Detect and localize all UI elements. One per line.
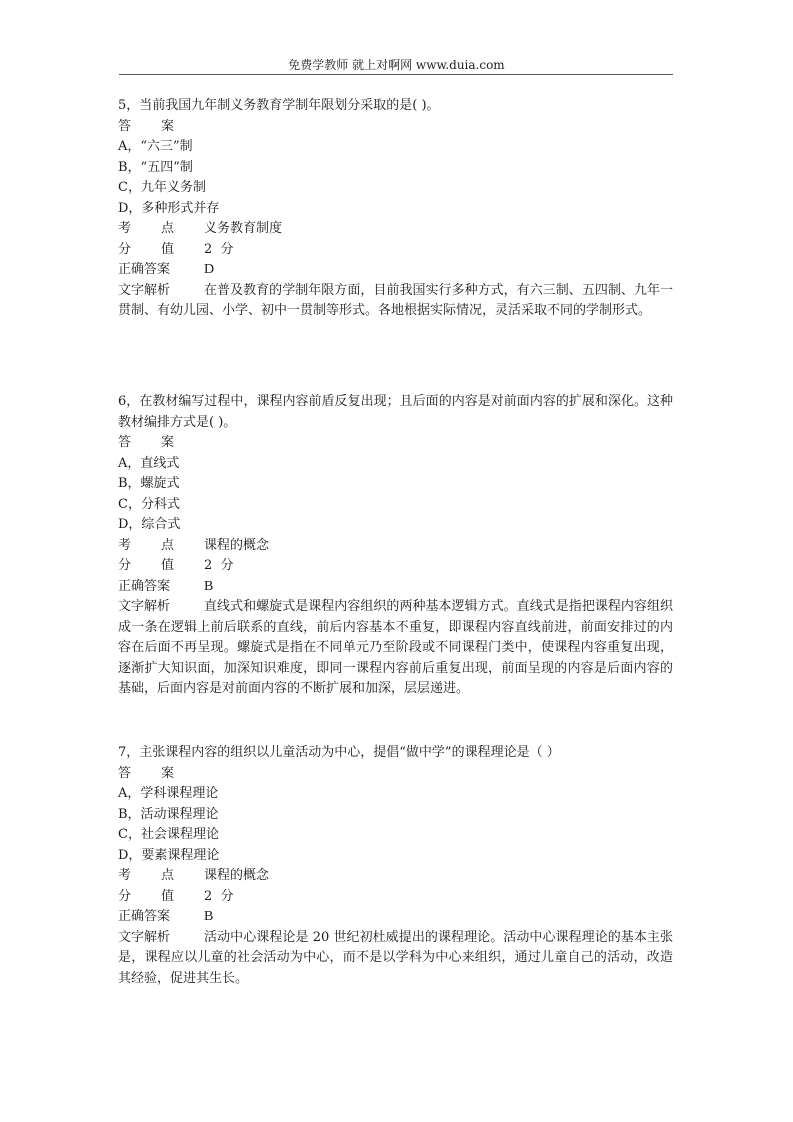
option-d: D，综合式 <box>118 517 181 532</box>
exam-point-row <box>118 536 673 557</box>
score-label: 分 值 <box>118 558 175 573</box>
analysis-label: 文字解析 <box>118 929 171 945</box>
answer-heading: 答 案 <box>118 118 175 134</box>
exam-point-value: 义务教育制度 <box>204 221 283 236</box>
question-6 <box>118 392 673 700</box>
option-d: D，多种形式并存 <box>118 200 220 216</box>
option-c: C，分科式 <box>118 496 180 512</box>
score-row <box>118 240 673 261</box>
exam-point-label: 考 点 <box>118 537 175 553</box>
option-b: B，“五四”制 <box>118 159 193 175</box>
question-stem: 5，当前我国九年制义务教育学制年限划分采取的是( )。 <box>118 98 440 113</box>
correct-answer-label: 正确答案 <box>118 578 171 594</box>
correct-answer-value: B <box>204 909 214 924</box>
option-c: C，九年义务制 <box>118 180 206 195</box>
header-divider <box>119 74 673 75</box>
analysis-text: 直线式和螺旋式是课程内容组织的两种基本逻辑方式。直线式是指把课程内容组织成一条在逻辑上前后联系的直线，前后内容基本不重复，即课程内容直线前进，前面安排过的内容在后面不再呈现。螺旋式是指在不同单元乃至阶段或不同课程门类中，使课程内容重复出现，逐渐扩大知识面，加深知识难度，即同一课程内容前后重复出现，前面呈现的内容是后面内容的基础，后面内容是对前面内容的不断扩展和加深，层层递进。 <box>118 599 673 696</box>
page-header: 免费学教师 就上对啊网 www.duia.com <box>288 58 505 72</box>
score-label: 分 值 <box>118 241 175 257</box>
correct-answer-label: 正确答案 <box>118 909 171 924</box>
question-5 <box>118 96 673 322</box>
option-b: B，螺旋式 <box>118 476 180 491</box>
option-b: B，活动课程理论 <box>118 806 219 822</box>
correct-answer-value: B <box>204 578 214 594</box>
option-c: C，社会课程理论 <box>118 827 219 842</box>
question-stem: 7，主张课程内容的组织以儿童活动为中心，提倡“做中学”的课程理论是（ ） <box>118 745 560 760</box>
correct-answer-row <box>118 907 673 928</box>
analysis-text: 活动中心课程论是 20 世纪初杜威提出的课程理论。活动中心课程理论的基本主张是，课程应以儿童的社会活动为中心，而不是以学科为中心来组织，通过儿童自己的活动，改造其经验，促进其生长。 <box>118 929 673 986</box>
analysis-label: 文字解析 <box>118 599 171 614</box>
correct-answer-label: 正确答案 <box>118 262 171 277</box>
exam-point-label: 考 点 <box>118 868 175 883</box>
exam-point-row <box>118 866 673 887</box>
analysis-row <box>118 597 673 700</box>
analysis-text: 在普及教育的学制年限方面，目前我国实行多种方式，有六三制、五四制、九年一贯制、有幼儿园、小学、初中一贯制等形式。各地根据实际情况，灵活采取不同的学制形式。 <box>118 282 673 318</box>
correct-answer-row <box>118 577 673 598</box>
answer-heading: 答 案 <box>118 435 175 450</box>
question-7 <box>118 743 673 989</box>
exam-point-label: 考 点 <box>118 221 175 236</box>
option-d: D，要素课程理论 <box>118 847 220 863</box>
exam-point-value: 课程的概念 <box>204 868 270 883</box>
correct-answer-row <box>118 260 673 281</box>
analysis-row <box>118 928 673 990</box>
question-stem: 6，在教材编写过程中，课程内容前盾反复出现；且后面的内容是对前面内容的扩展和深化。这种教材编排方式是( )。 <box>118 394 673 430</box>
option-a: A，“六三”制 <box>118 139 193 154</box>
score-value: 2 分 <box>204 241 234 257</box>
score-row <box>118 556 673 577</box>
exam-point-row <box>118 219 673 240</box>
analysis-row <box>118 281 673 322</box>
correct-answer-value: D <box>204 262 215 277</box>
score-row <box>118 887 673 908</box>
score-label: 分 值 <box>118 888 175 904</box>
exam-point-value: 课程的概念 <box>204 537 270 553</box>
answer-heading: 答 案 <box>118 765 175 781</box>
score-value: 2 分 <box>204 888 234 904</box>
option-a: A，直线式 <box>118 455 180 471</box>
score-value: 2 分 <box>204 558 234 573</box>
analysis-label: 文字解析 <box>118 282 171 298</box>
option-a: A，学科课程理论 <box>118 786 219 801</box>
